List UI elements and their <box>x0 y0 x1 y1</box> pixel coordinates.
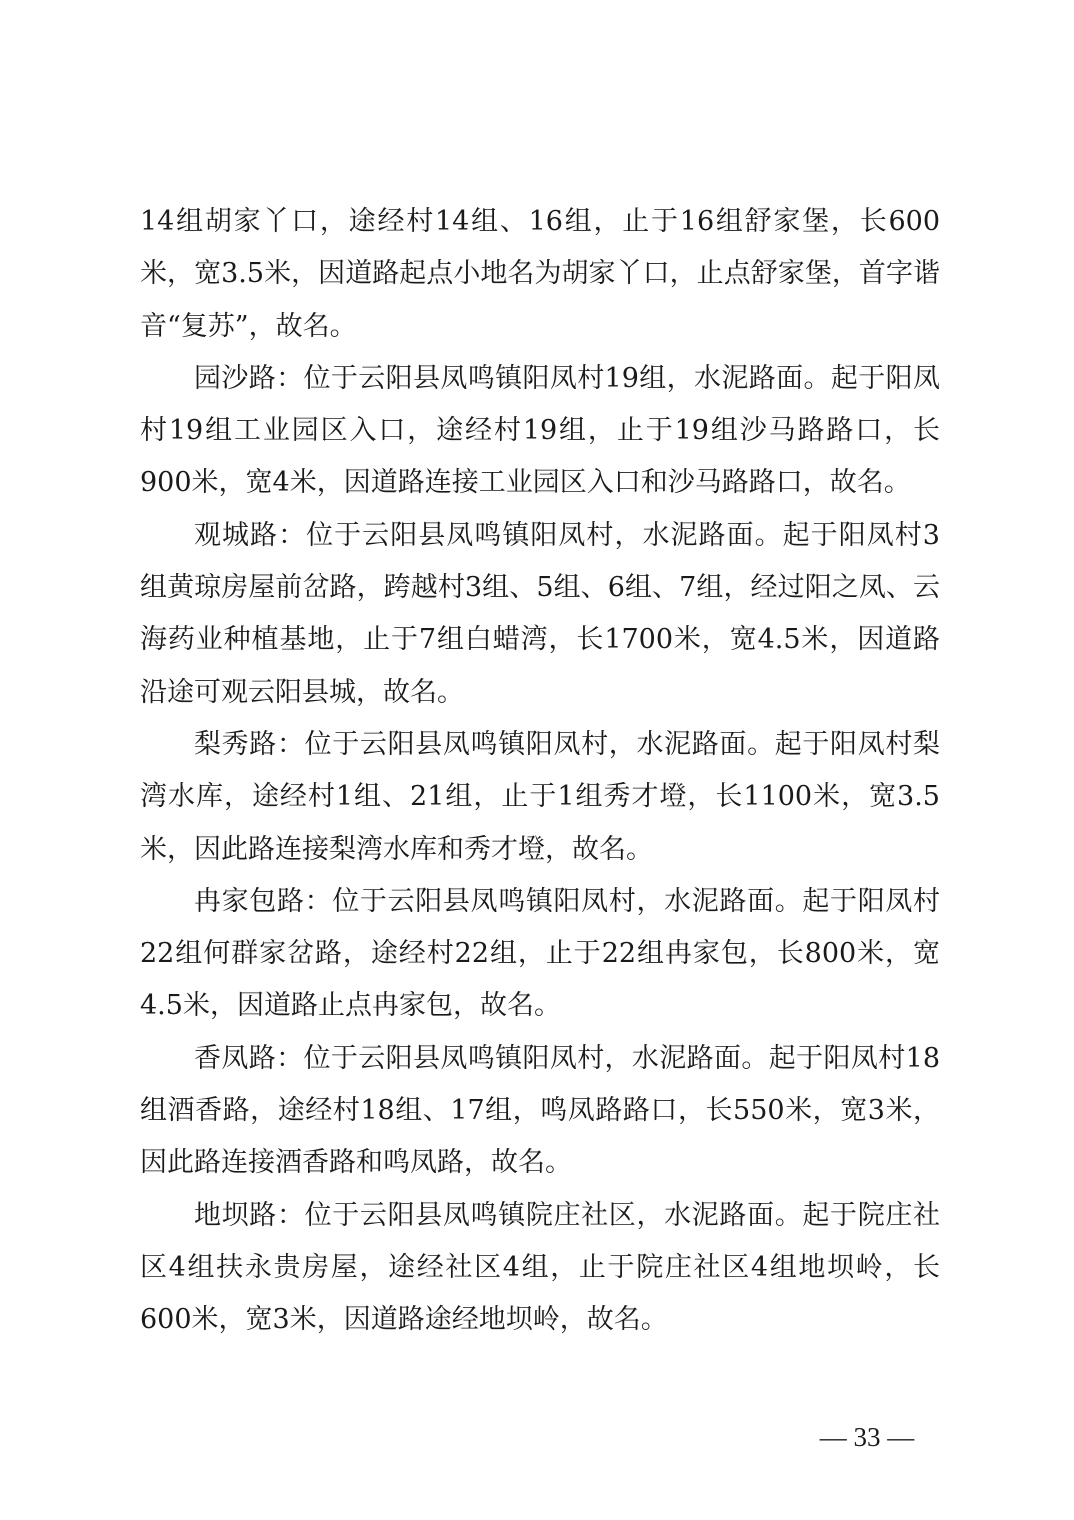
paragraph-fusu-road-continued: 14组胡家丫口，途经村14组、16组，止于16组舒家堡，长600米，宽3.5米，因道路起点小地名为胡家丫口，止点舒家堡，首字谐音“复苏”，故名。 <box>140 206 940 342</box>
paragraph-diba-road: 地坝路：位于云阳县凤鸣镇院庄社区，水泥路面。起于院庄社区4组扶永贵房屋，途经社区4组，止于院庄社区4组地坝岭，长600米，宽3米，因道路途经地坝岭，故名。 <box>140 1199 940 1336</box>
paragraph-xiangfeng-road: 香凤路：位于云阳县凤鸣镇阳凤村，水泥路面。起于阳凤村18组酒香路，途经村18组、17组，鸣凤路路口，长550米，宽3米，因此路连接酒香路和鸣凤路，故名。 <box>140 1042 940 1179</box>
paragraph-yuansha-road: 园沙路：位于云阳县凤鸣镇阳凤村19组，水泥路面。起于阳凤村19组工业园区入口，途经村19组，止于19组沙马路路口，长900米，宽4米，因道路连接工业园区入口和沙马路路口，故名。 <box>140 362 940 499</box>
paragraph-ranjiabao-road: 冉家包路：位于云阳县凤鸣镇阳凤村，水泥路面。起于阳凤村22组何群家岔路，途经村22组，止于22组冉家包，长800米，宽4.5米，因道路止点冉家包，故名。 <box>140 885 940 1022</box>
paragraph-guancheng-road: 观城路：位于云阳县凤鸣镇阳凤村，水泥路面。起于阳凤村3组黄琼房屋前岔路，跨越村3组、5组、6组、7组，经过阳之凤、云海药业种植基地，止于7组白蜡湾，长1700米，宽4.5米，因道路沿途可观云阳县城，故名。 <box>140 519 940 708</box>
page-number: — 33 — <box>819 1422 915 1452</box>
paragraph-lixiu-road: 梨秀路：位于云阳县凤鸣镇阳凤村，水泥路面。起于阳凤村梨湾水库，途经村1组、21组，止于1组秀才墱，长1100米，宽3.5米，因此路连接梨湾水库和秀才墱，故名。 <box>140 728 940 865</box>
body-text <box>140 196 940 1347</box>
